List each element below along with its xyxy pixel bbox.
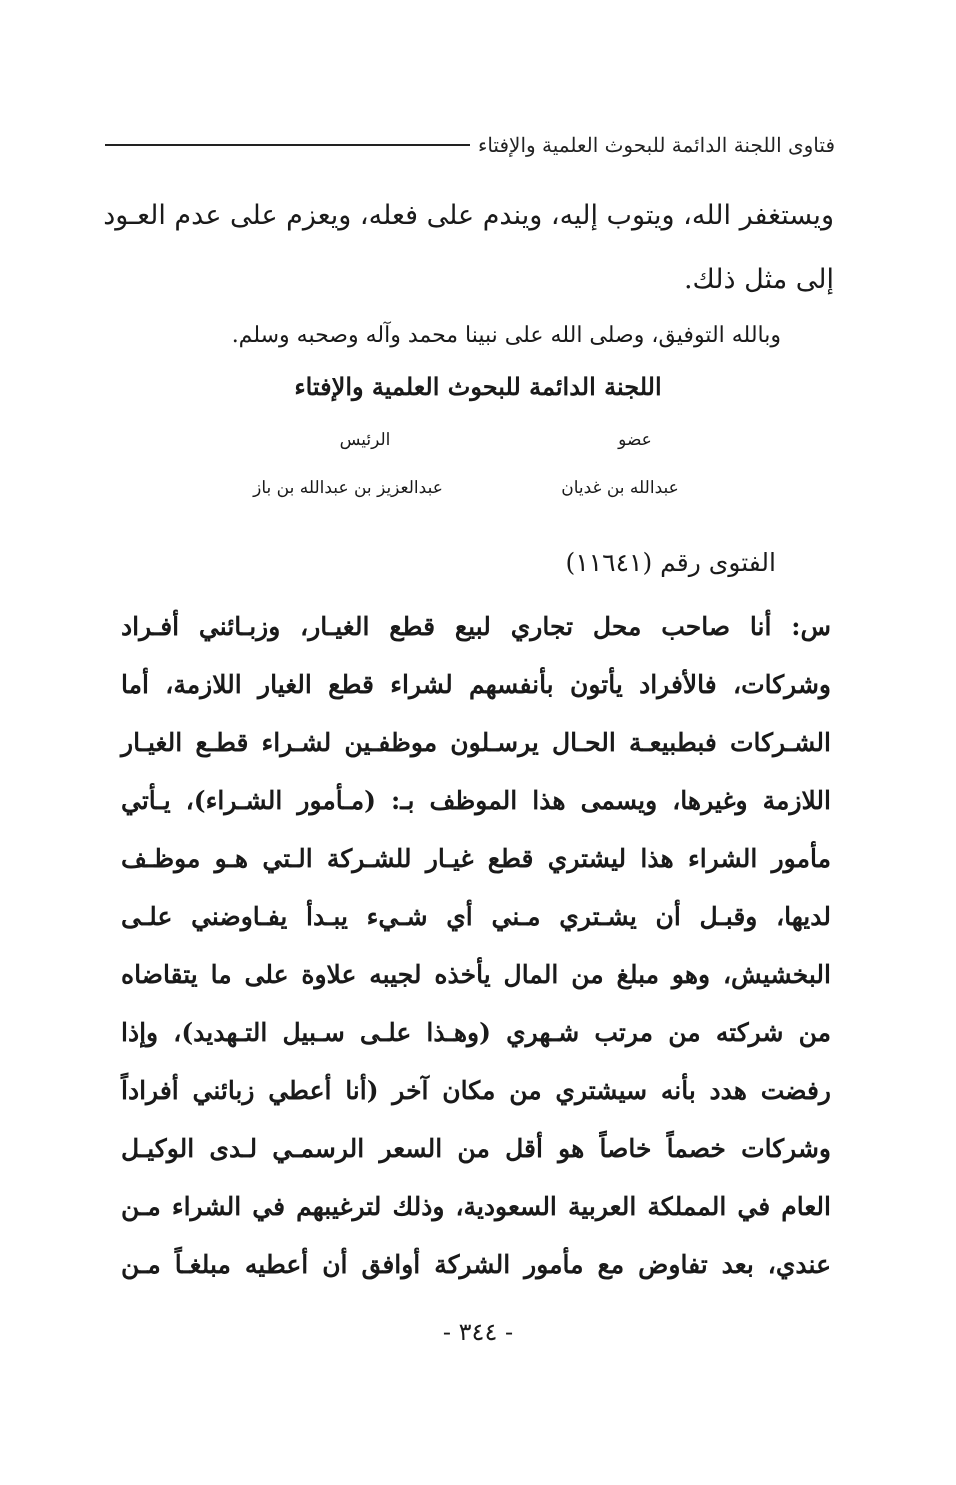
fatwa-number: الفتوى رقم (١١٦٤١)	[565, 548, 776, 577]
question-line: س: أنا صاحب محل تجاري لبيع قطع الغيـار، وزبـائني أفـراد	[121, 612, 831, 641]
header-rule	[105, 144, 470, 146]
signatory-name: عبدالعزيز بن عبدالله بن باز	[253, 478, 443, 498]
committee-title: اللجنة الدائمة للبحوث العلمية والإفتاء	[294, 372, 662, 401]
question-line: وشركات خصماً خاصاً هو أقل من السعر الرسمـي لـدى الوكيـل	[121, 1134, 831, 1163]
closing-line: وبالله التوفيق، وصلى الله على نبينا محمد وآله وصحبه وسلم.	[231, 323, 781, 348]
question-line: الشـركات فبطبيعـة الحـال يرسـلون موظفـين لشـراء قطـع الغيـار	[121, 728, 831, 757]
question-line: عندي، بعد تفاوض مع مأمور الشركة أوافق أن أعطيه مبلغـاً مـن	[121, 1250, 831, 1279]
previous-fatwa-line: ويستغفر الله، ويتوب إليه، ويندم على فعله، ويعزم على عدم العـود	[103, 200, 834, 231]
previous-fatwa-line: إلى مثل ذلك.	[683, 264, 834, 295]
signatory-role: الرئيس	[339, 430, 391, 450]
question-line: اللازمة وغيرها، ويسمى هذا الموظف بـ: (مـأمور الشـراء)، يـأتي	[121, 786, 831, 815]
question-line: مأمور الشراء هذا ليشتري قطع غيـار للشـركة الـتي هـو موظـف	[121, 844, 831, 873]
question-line: رفضت هدد بأنه سيشتري من مكان آخر (أنا أعطي زبائني أفراداً	[121, 1076, 831, 1105]
running-header-title: فتاوى اللجنة الدائمة للبحوث العلمية والإفتاء	[477, 133, 835, 157]
signatory-role: عضو	[618, 430, 652, 450]
question-line: وشركات، فالأفراد يأتون بأنفسهم لشراء قطع الغيار اللازمة، أما	[121, 670, 831, 699]
question-line: العام في المملكة العربية السعودية، وذلك لترغيبهم في الشراء مـن	[121, 1192, 831, 1221]
question-line: لديها، وقبـل أن يشـتري مـني أي شـيء يبـدأ يفـاوضني علـى	[121, 902, 831, 931]
question-line: البخشيش، وهو مبلغ من المال يأخذه لجيبه علاوة على ما يتقاضاه	[121, 960, 831, 989]
question-line: من شركته من مرتب شـهري (وهـذا علـى سـبيل التـهديد)، وإذا	[121, 1018, 831, 1047]
running-header	[105, 128, 835, 162]
page-number: - ٣٤٤ -	[442, 1318, 514, 1346]
signatory-name: عبدالله بن غديان	[561, 478, 679, 498]
